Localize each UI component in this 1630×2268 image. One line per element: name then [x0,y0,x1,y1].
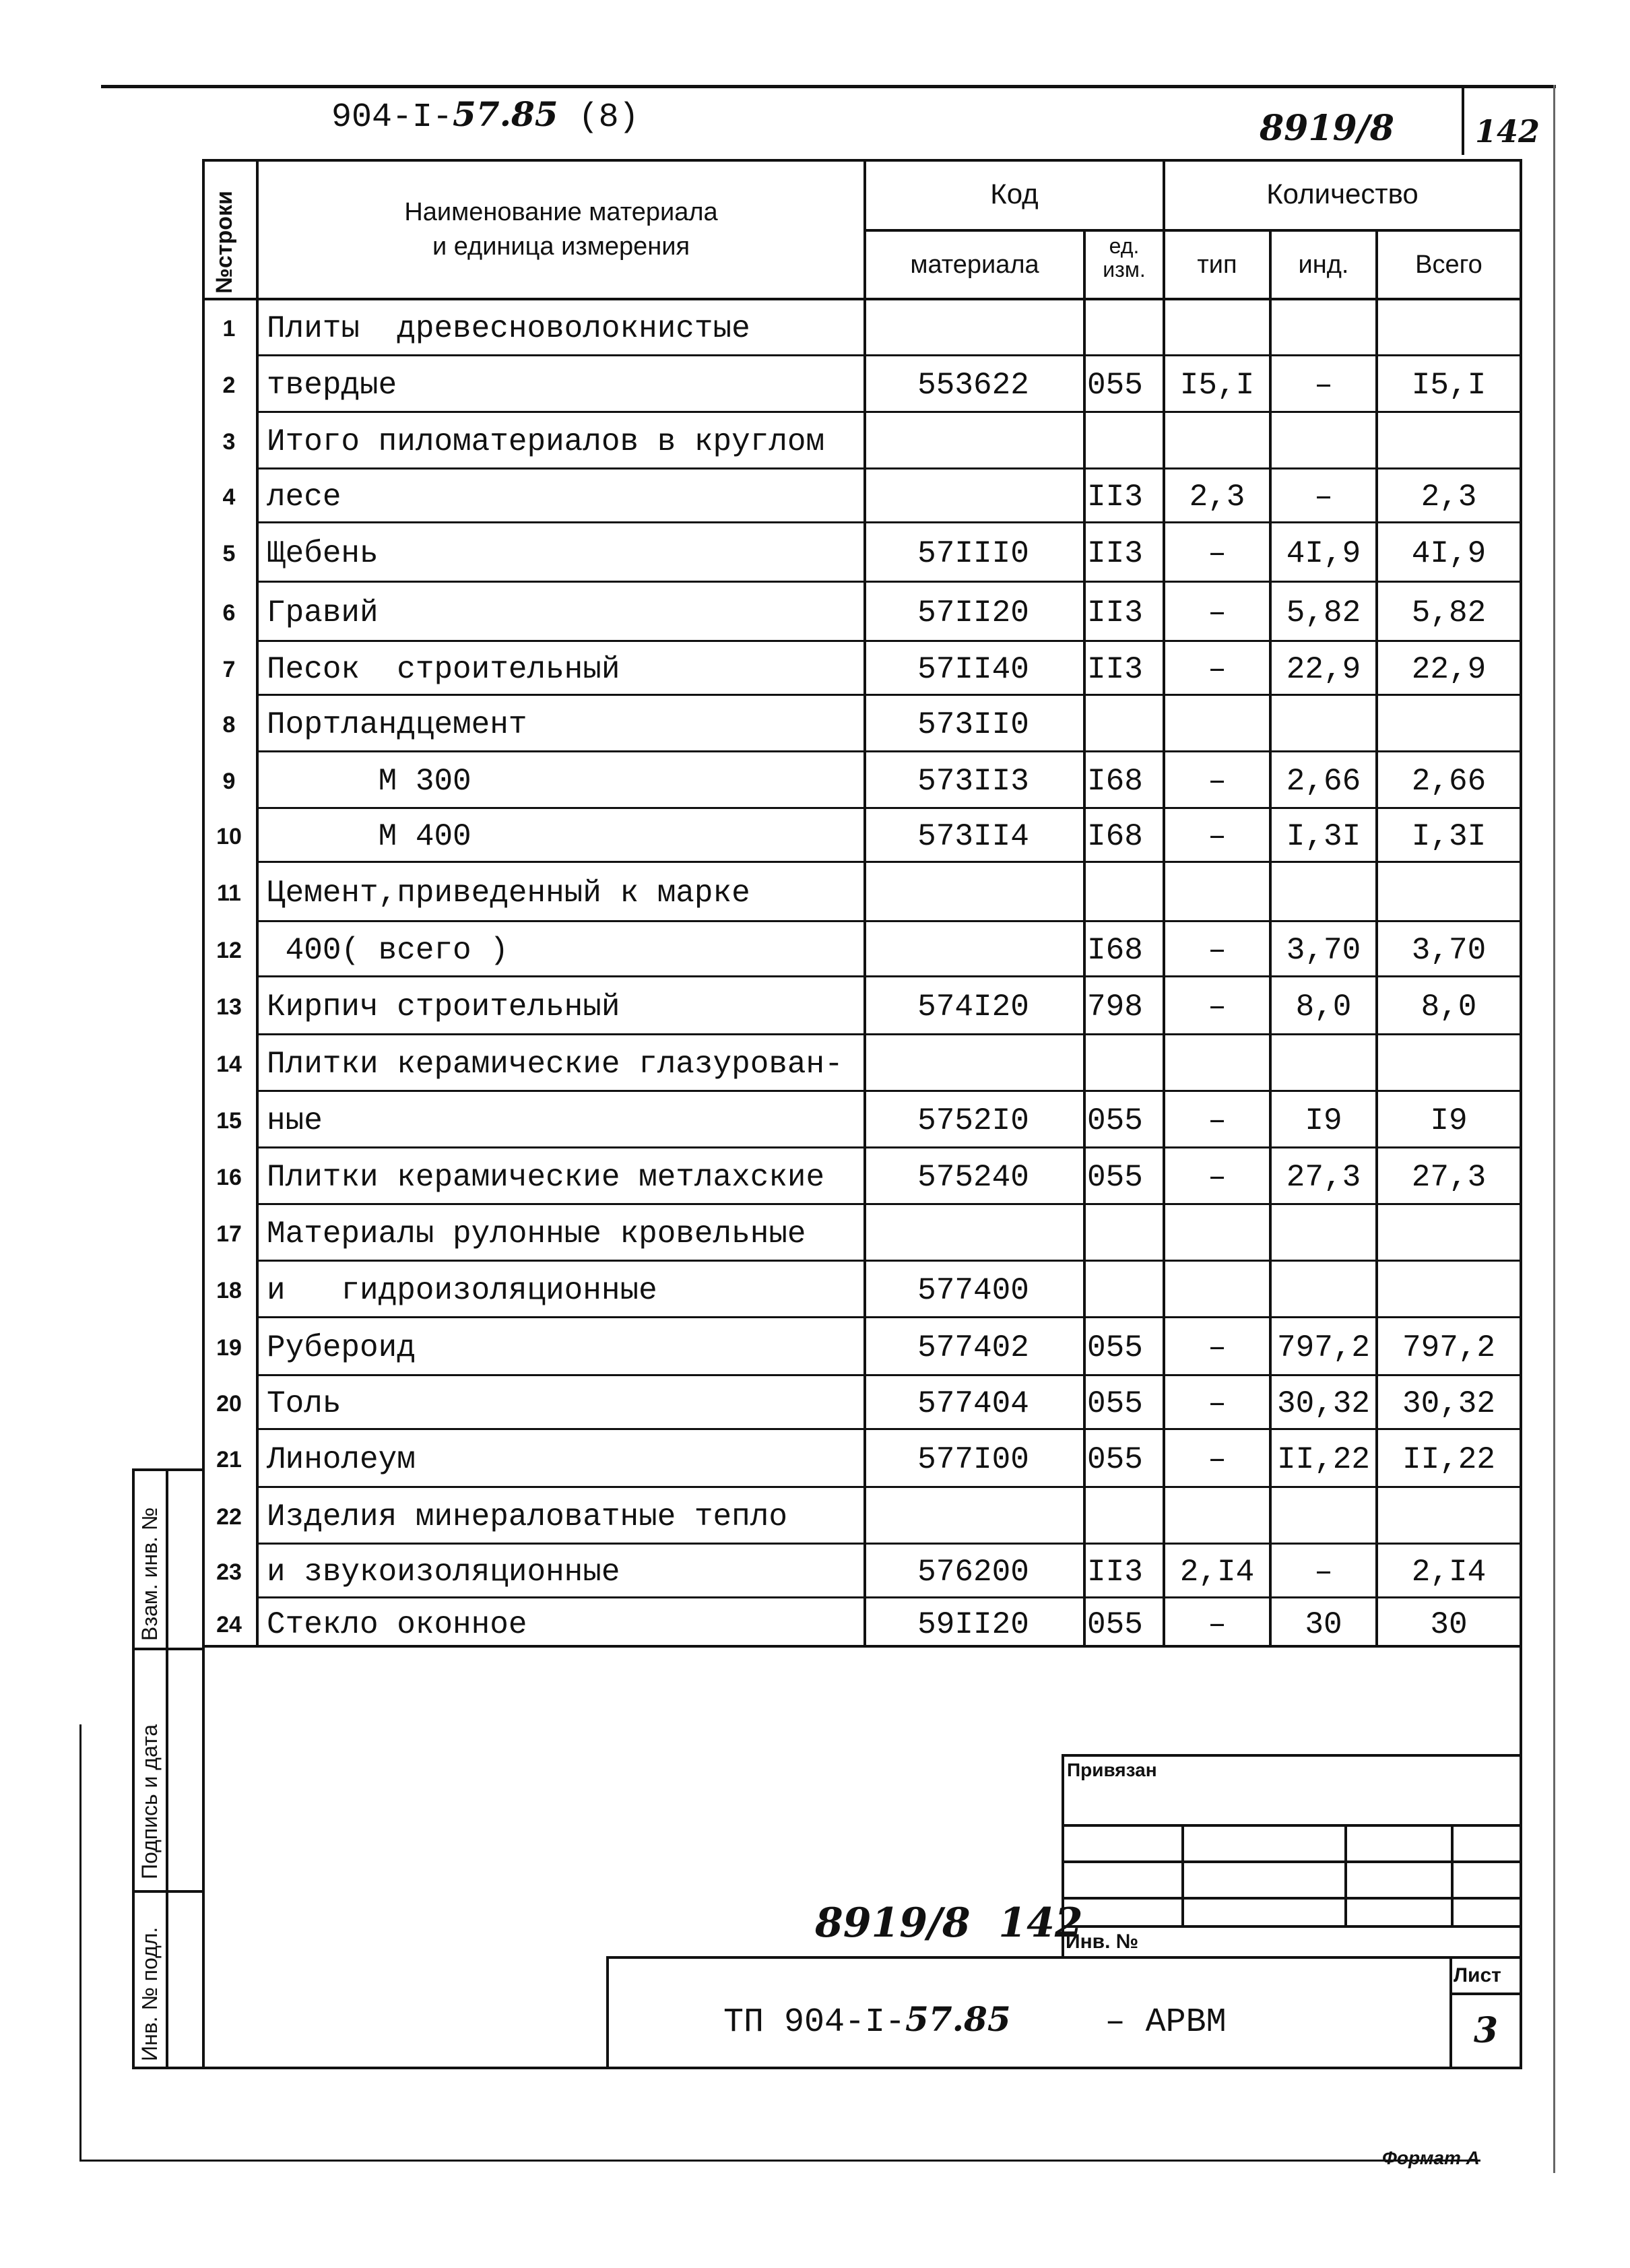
side-label-inv: Инв. № подл. [137,1926,162,2061]
row-divider [256,1374,1520,1376]
row-number: 13 [216,994,242,1020]
row-ind: – [1314,480,1333,515]
row-type: – [1208,990,1227,1025]
header-qty-type: тип [1197,251,1237,279]
row-number: 2 [222,372,236,398]
col-num-sep [256,159,259,1648]
row-code: 577400 [917,1273,1029,1308]
row-total: 3,70 [1411,933,1487,968]
row-ind: 30,32 [1276,1386,1371,1421]
stamp-grid-h4 [1062,1925,1522,1928]
row-divider [256,1090,1520,1092]
row-divider [256,861,1520,863]
row-type: – [1208,764,1227,799]
row-type: 2,I4 [1179,1555,1255,1590]
row-ind: 3,70 [1286,933,1361,968]
row-material-name: Толь [267,1386,341,1421]
row-type: – [1208,1330,1227,1365]
title-doc-designation [723,1999,1227,2042]
row-unit: 055 [1087,1386,1143,1421]
row-total: 30 [1430,1607,1468,1642]
row-divider [256,807,1520,809]
row-material-name: Стекло оконное [267,1607,527,1642]
top-border [101,85,1556,88]
row-total: 2,I4 [1411,1555,1487,1590]
side-strip-mid [166,1468,168,2069]
row-number: 17 [216,1221,242,1247]
row-type: – [1208,1607,1227,1642]
row-code: 57III0 [917,536,1029,571]
header-qty-ind: инд. [1298,251,1349,279]
row-code: 575240 [917,1160,1029,1195]
header-code-unit: ед. изм. [1103,234,1146,282]
row-number: 20 [216,1391,242,1417]
row-ind: – [1314,1555,1333,1590]
row-divider [256,1260,1520,1262]
row-type: – [1208,1386,1227,1421]
row-code: 573II3 [917,764,1029,799]
row-material-name: Линолеум [267,1442,416,1477]
row-divider [256,411,1520,413]
table-top [202,159,1522,162]
row-ind: I,3I [1286,819,1361,854]
row-unit: II3 [1087,536,1143,571]
row-material-name: 400( всего ) [267,933,509,968]
row-material-name: и гидроизоляционные [267,1273,657,1308]
row-divider [256,467,1520,469]
row-material-name: Итого пиломатериалов в круглом [267,424,825,459]
row-material-name: Плитки керамические глазурован- [267,1047,843,1082]
row-code: 573II4 [917,819,1029,854]
row-ind: II,22 [1276,1442,1371,1477]
col-type-sep [1269,229,1272,1648]
header-bottom [202,298,1522,300]
row-number: 3 [222,429,236,455]
row-material-name: ные [267,1103,323,1138]
row-code: 573II0 [917,707,1029,742]
row-divider [256,521,1520,523]
row-divider [256,1146,1520,1148]
header-material-line1: Наименование материала [404,198,718,226]
row-type: – [1208,819,1227,854]
row-type: – [1208,1442,1227,1477]
row-unit: 055 [1087,1607,1143,1642]
row-code: 577404 [917,1386,1029,1421]
row-ind: – [1314,368,1333,403]
row-number: 6 [222,600,236,626]
row-number: 18 [216,1278,242,1303]
row-code: 577402 [917,1330,1029,1365]
row-divider [256,1486,1520,1488]
row-total: 8,0 [1421,990,1477,1025]
row-unit: 798 [1087,990,1143,1025]
row-material-name: Кирпич строительный [267,990,620,1025]
row-ind: 27,3 [1286,1160,1361,1195]
stamp-privyazan-top [1062,1754,1522,1757]
row-total: 30,32 [1402,1386,1496,1421]
row-unit: I68 [1087,819,1143,854]
stamp-inv-no: Инв. № [1066,1931,1139,1953]
row-total: I5,I [1411,368,1487,403]
row-unit: II3 [1087,595,1143,630]
sheet-number: 3 [1473,2010,1499,2051]
title-block-top [606,1956,1522,1959]
page-frame-bottom [79,2160,1480,2162]
row-type: I5,I [1179,368,1255,403]
row-divider [256,1316,1520,1318]
row-total: 4I,9 [1411,536,1487,571]
row-divider [256,1543,1520,1545]
stamp-privyazan: Привязан [1067,1759,1157,1780]
row-code: 576200 [917,1555,1029,1590]
row-number: 14 [216,1051,242,1077]
row-divider [256,640,1520,642]
row-number: 9 [222,769,236,794]
row-unit: I68 [1087,764,1143,799]
table-right [1520,159,1522,2069]
row-ind: 30 [1305,1607,1342,1642]
side-label-vzam: Взам. инв. № [137,1507,162,1641]
row-material-name: Рубероид [267,1330,416,1365]
page-frame-right [1553,85,1555,2173]
format-label: Формат А [1382,2147,1480,2168]
row-unit: II3 [1087,480,1143,515]
row-number: 22 [216,1504,242,1530]
sheet-label: Лист [1454,1964,1501,1986]
row-number: 11 [217,880,241,906]
row-number: 21 [216,1447,242,1472]
row-unit: 055 [1087,368,1143,403]
row-number: 4 [222,484,236,510]
row-material-name: твердые [267,368,397,403]
row-number: 10 [216,824,242,849]
header-material-name [259,195,863,265]
row-type: – [1208,1103,1227,1138]
row-unit: 055 [1087,1160,1143,1195]
header-material-line2: и единица измерения [432,232,690,261]
row-type: – [1208,536,1227,571]
header-quantity: Количество [1266,178,1419,209]
row-total: I9 [1430,1103,1468,1138]
row-ind: 797,2 [1276,1330,1371,1365]
row-number: 1 [222,316,236,342]
row-material-name: Песок строительный [267,652,620,687]
row-total: 27,3 [1411,1160,1487,1195]
row-divider [256,581,1520,583]
stamp-grid-v3 [1451,1824,1454,1925]
stamp-handwritten: 8919/8 142 [815,1900,1083,1947]
row-ind: 8,0 [1295,990,1352,1025]
row-type: 2,3 [1189,480,1245,515]
row-unit: II3 [1087,652,1143,687]
row-total: I,3I [1411,819,1487,854]
row-divider [256,1428,1520,1430]
row-ind: 4I,9 [1286,536,1361,571]
row-divider [256,975,1520,977]
row-ind: 22,9 [1286,652,1361,687]
title-block-left [606,1956,609,2069]
row-divider [256,354,1520,356]
doc-code-prefix: 904-I- [331,98,453,137]
row-material-name: Гравий [267,595,379,630]
row-total: 797,2 [1402,1330,1496,1365]
sheet-ref: 8919/8 [1260,108,1394,149]
row-code: 574I20 [917,990,1029,1025]
row-material-name: Плитки керамические метлахские [267,1160,825,1195]
title-doc-hand: 57.85 [905,1999,1011,2039]
col-ind-sep [1375,229,1378,1648]
row-divider [256,1203,1520,1205]
row-type: – [1208,652,1227,687]
row-material-name: Цемент,приведенный к марке [267,876,750,911]
row-ind: 2,66 [1286,764,1361,799]
header-code-material: материала [910,251,1039,279]
page-frame-left [79,1724,82,2161]
side-strip-bottom [132,2067,1522,2069]
row-code: 5752I0 [917,1103,1029,1138]
row-code: 57II40 [917,652,1029,687]
row-material-name: М 400 [267,819,471,854]
row-divider [256,1596,1520,1598]
row-type: – [1208,595,1227,630]
row-number: 24 [216,1612,242,1638]
sheet-box-mid [1449,1992,1522,1995]
table-body-bottom [202,1645,1522,1648]
row-total: 2,3 [1421,480,1477,515]
header-code: Код [990,178,1039,209]
row-unit: 055 [1087,1103,1143,1138]
row-material-name: Портландцемент [267,707,527,742]
col-name-sep [863,159,866,1648]
row-number: 8 [222,712,236,738]
col-unit-sep [1163,159,1165,1648]
row-unit: I68 [1087,933,1143,968]
row-type: – [1208,1160,1227,1195]
row-total: 2,66 [1411,764,1487,799]
side-strip-left [132,1468,135,2069]
row-material-name: Изделия минераловатные тепло [267,1499,787,1534]
row-material-name: лесе [267,480,341,515]
row-number: 23 [216,1559,242,1585]
row-number: 5 [222,541,236,566]
table-left [202,159,205,2069]
row-code: 577I00 [917,1442,1029,1477]
row-material-name: Материалы рулонные кровельные [267,1217,806,1252]
col-code-sep [1083,229,1086,1648]
row-number: 12 [216,938,242,963]
row-unit: 055 [1087,1442,1143,1477]
stamp-grid-v2 [1344,1824,1347,1925]
row-number: 16 [216,1165,242,1190]
row-number: 7 [222,657,236,682]
row-total: 22,9 [1411,652,1487,687]
row-divider [256,1033,1520,1035]
row-material-name: М 300 [267,764,471,799]
stamp-grid-v1 [1181,1824,1184,1925]
row-number: 19 [216,1335,242,1361]
row-type: – [1208,933,1227,968]
row-material-name: Щебень [267,536,379,571]
side-strip-sep1 [132,1648,203,1650]
page-num-divider [1462,88,1464,155]
page-number: 142 [1475,113,1540,150]
row-total: II,22 [1402,1442,1496,1477]
side-strip-sep2 [132,1890,203,1893]
row-unit: II3 [1087,1555,1143,1590]
row-ind: I9 [1305,1103,1342,1138]
doc-code-hand: 57.85 [453,94,558,134]
row-material-name: Плиты древесноволокнистые [267,311,750,346]
row-code: 553622 [917,368,1029,403]
side-strip-top [132,1468,203,1471]
title-doc-prefix: ТП 904-I- [723,2003,906,2042]
row-unit: 055 [1087,1330,1143,1365]
row-divider [256,920,1520,922]
row-total: 5,82 [1411,595,1487,630]
side-label-podpis: Подпись и дата [137,1724,162,1879]
row-code: 57II20 [917,595,1029,630]
header-row-no: №строки [211,191,237,294]
row-divider [256,694,1520,696]
row-ind: 5,82 [1286,595,1361,630]
doc-code-suffix: (8) [578,98,639,137]
doc-code [331,94,639,137]
header-qty-total: Всего [1415,251,1482,279]
row-number: 15 [216,1108,242,1134]
row-material-name: и звукоизоляционные [267,1555,620,1590]
row-divider [256,750,1520,752]
title-doc-suffix: – АРВМ [1105,2003,1227,2042]
header-mid [863,229,1520,232]
row-code: 59II20 [917,1607,1029,1642]
